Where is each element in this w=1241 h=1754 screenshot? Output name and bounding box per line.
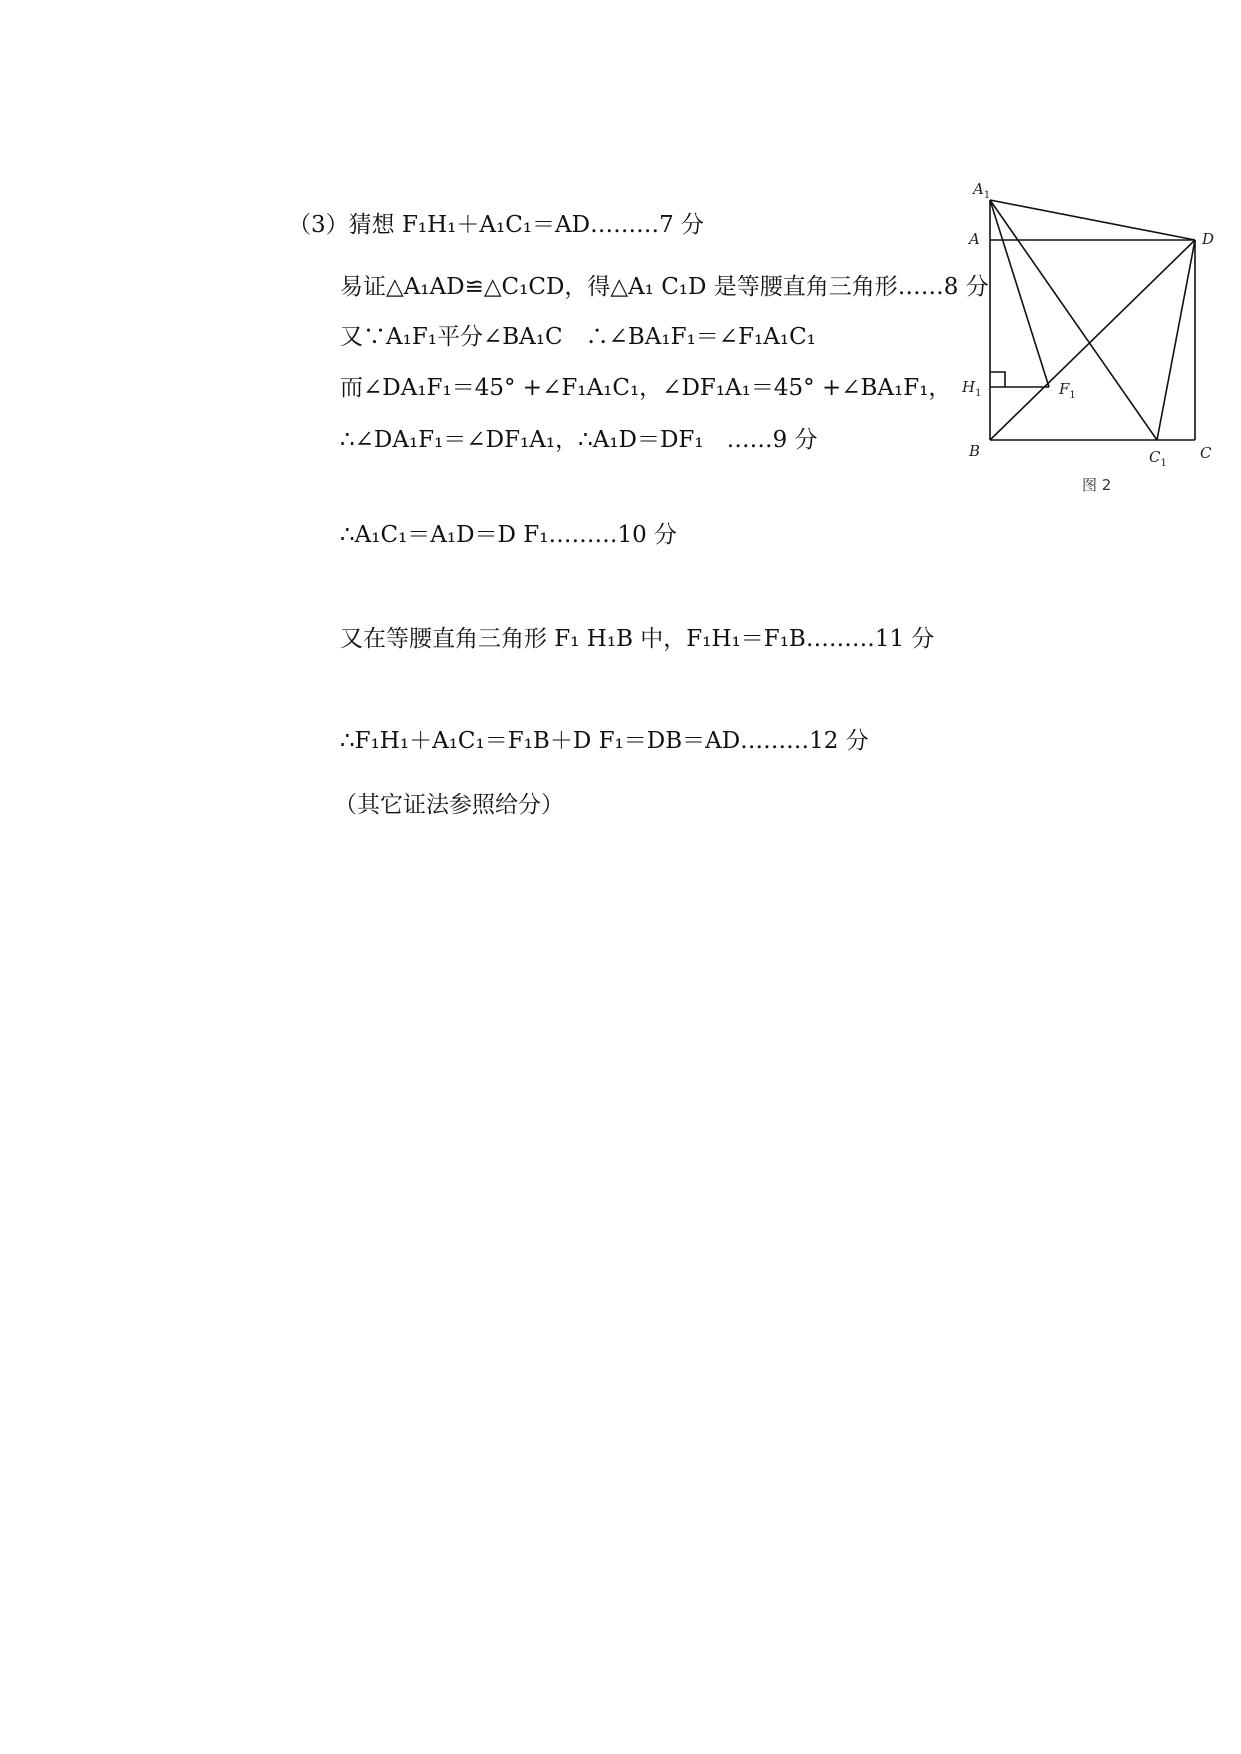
label-C1: $C_1$	[1149, 448, 1167, 469]
proof-line-conjecture: （3）猜想 F₁H₁＋A₁C₁＝AD………7 分	[288, 212, 705, 238]
proof-line-bisector: 又∵A₁F₁平分∠BA₁C ∴∠BA₁F₁＝∠F₁A₁C₁	[340, 324, 816, 350]
segment-BD	[990, 240, 1195, 440]
label-F1: $F_1$	[1059, 380, 1076, 401]
proof-line-congruence: 易证△A₁AD≌△C₁CD，得△A₁ C₁D 是等腰直角三角形……8 分	[340, 274, 989, 300]
proof-line-angles: 而∠DA₁F₁＝45° +∠F₁A₁C₁，∠DF₁A₁＝45° +∠BA₁F₁，	[340, 375, 952, 401]
proof-line-equal-angles: ∴∠DA₁F₁＝∠DF₁A₁，∴A₁D＝DF₁ ……9 分	[340, 427, 818, 453]
segment-A1F1	[990, 200, 1049, 387]
label-D: D	[1202, 230, 1215, 248]
segment-DC1	[1157, 240, 1195, 440]
segment-A1D	[990, 200, 1195, 240]
right-angle-mark	[990, 372, 1005, 387]
proof-line-other-methods: （其它证法参照给分）	[334, 792, 564, 818]
figure-caption: 图 2	[1082, 476, 1112, 494]
label-B: B	[969, 442, 981, 460]
label-C: C	[1200, 444, 1212, 462]
proof-line-isosceles: 又在等腰直角三角形 F₁ H₁B 中，F₁H₁＝F₁B………11 分	[340, 626, 935, 652]
proof-line-conclusion: ∴F₁H₁＋A₁C₁＝F₁B＋D F₁＝DB＝AD………12 分	[340, 728, 869, 754]
segment-A1C1	[990, 200, 1157, 440]
proof-line-equal-sides: ∴A₁C₁＝A₁D＝D F₁………10 分	[340, 522, 678, 548]
label-A1: $A_1$	[973, 180, 991, 201]
label-H1: $H_1$	[962, 378, 982, 399]
label-A: A	[969, 230, 980, 248]
